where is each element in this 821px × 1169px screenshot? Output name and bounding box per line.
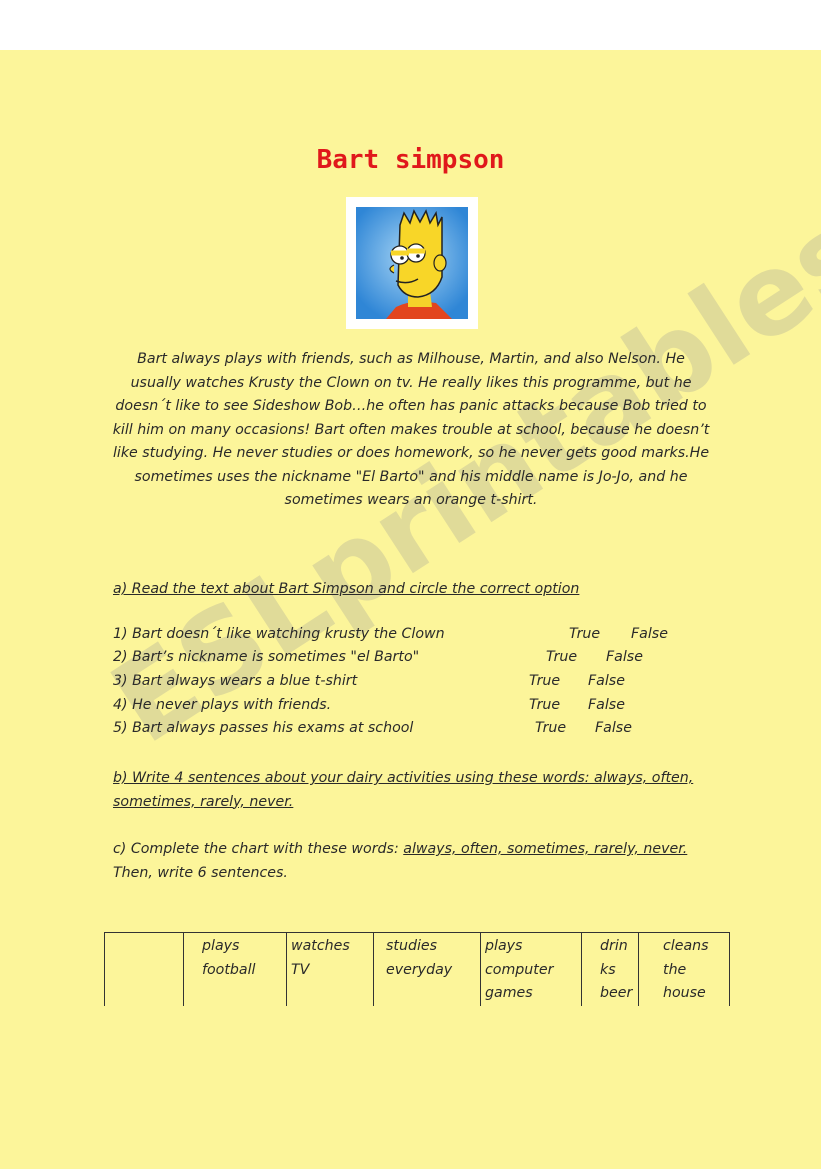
true-option[interactable]: True	[535, 720, 567, 736]
false-option[interactable]: False	[606, 649, 643, 665]
false-option[interactable]: False	[588, 697, 625, 713]
frequency-chart	[104, 932, 730, 1006]
list-item: 2) Bart’s nickname is sometimes "el Barto"	[113, 649, 420, 665]
true-option[interactable]: True	[529, 697, 561, 713]
section-c-words: always, often, sometimes, rarely, never.	[403, 841, 688, 857]
list-item: 5) Bart always passes his exams at school	[113, 720, 414, 736]
false-option[interactable]: False	[595, 720, 632, 736]
section-c-prefix: c) Complete the chart with these words:	[113, 841, 404, 857]
section-b-instruction: b) Write 4 sentences about your dairy activities using these words: always, often, sometimes, rarely, never.	[113, 770, 694, 810]
false-option[interactable]: False	[588, 673, 625, 689]
list-item: 4) He never plays with friends.	[113, 697, 332, 713]
table-header-watches-tv: watches TV	[287, 933, 374, 1006]
section-c-instruction	[113, 838, 713, 885]
list-item: 3) Bart always wears a blue t-shirt	[113, 673, 358, 689]
section-a-instruction: a) Read the text about Bart Simpson and circle the correct option	[113, 581, 580, 597]
true-option[interactable]: True	[546, 649, 578, 665]
page-title: Bart simpson	[316, 145, 505, 175]
section-c-suffix: Then, write 6 sentences.	[113, 864, 288, 881]
table-cell-empty[interactable]	[105, 933, 184, 1006]
table-header-plays-computer-games: plays computer games	[481, 933, 582, 1006]
true-option[interactable]: True	[529, 673, 561, 689]
bart-portrait-image	[346, 197, 478, 329]
bart-portrait-icon	[356, 207, 468, 319]
list-item: 1) Bart doesn´t like watching krusty the Clown	[113, 626, 445, 642]
table-header-drinks-beer: drin ks beer	[582, 933, 639, 1006]
table-header-plays-football: plays football	[184, 933, 287, 1006]
table-header-cleans-the-house: cleans the house	[639, 933, 730, 1006]
false-option[interactable]: False	[631, 626, 668, 642]
table-row	[105, 933, 730, 1006]
reading-text: Bart always plays with friends, such as Milhouse, Martin, and also Nelson. He usually watches Krusty the Clown on tv. He really likes this programme, but he doesn´t like to see Sideshow Bob…he often has panic attacks because Bob tried to kill him on many occasions! Bart often makes trouble at school, because he doesn’t like studying. He never studies or does homework, so he never gets good marks.He sometimes uses the nickname "El Barto" and his middle name is Jo-Jo, and he sometimes wears an orange t-shirt.	[112, 351, 710, 508]
table-header-studies-everyday: studies everyday	[374, 933, 481, 1006]
true-option[interactable]: True	[569, 626, 601, 642]
